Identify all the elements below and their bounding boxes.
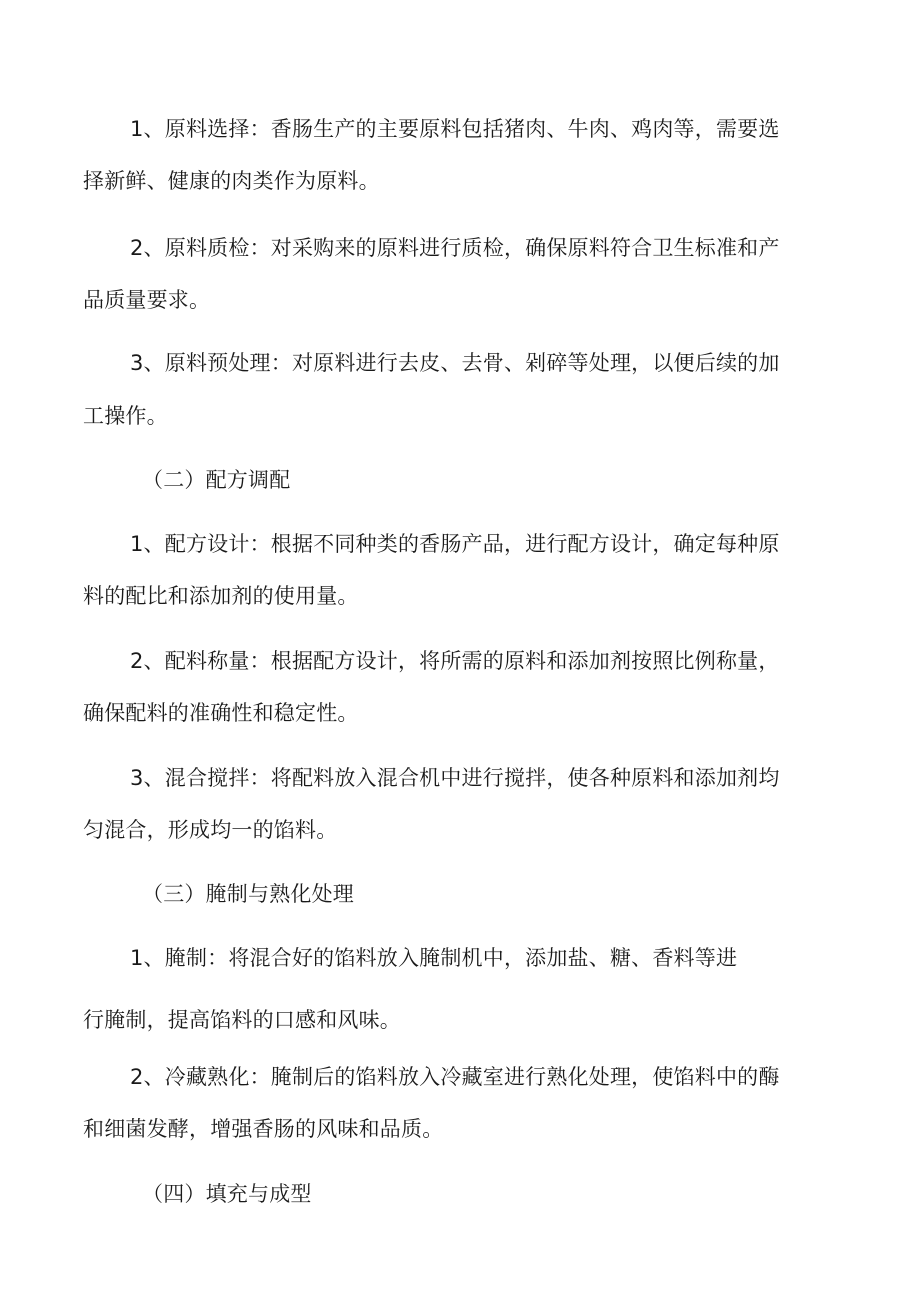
paragraph-6-line-1: 3、混合搅拌：将配料放入混合机中进行搅拌，使各种原料和添加剂均 — [130, 766, 780, 790]
paragraph-6-line-2: 匀混合，形成均一的馅料。 — [83, 818, 338, 842]
paragraph-4-line-1: 1、配方设计：根据不同种类的香肠产品，进行配方设计，确定每种原 — [130, 532, 780, 556]
paragraph-8-line-2: 和细菌发酵，增强香肠的风味和品质。 — [83, 1117, 444, 1141]
section-heading-3: （三）腌制与熟化处理 — [142, 882, 354, 906]
paragraph-2-line-2: 品质量要求。 — [83, 288, 211, 312]
section-heading-2: （二）配方调配 — [142, 468, 291, 492]
section-heading-4: （四）填充与成型 — [142, 1182, 312, 1206]
paragraph-5-line-1: 2、配料称量：根据配方设计，将所需的原料和添加剂按照比例称量， — [130, 649, 780, 673]
paragraph-2-line-1: 2、原料质检：对采购来的原料进行质检，确保原料符合卫生标准和产 — [130, 236, 780, 260]
paragraph-1-line-1: 1、原料选择：香肠生产的主要原料包括猪肉、牛肉、鸡肉等，需要选 — [130, 117, 780, 141]
paragraph-1-line-2: 择新鲜、健康的肉类作为原料。 — [83, 169, 380, 193]
paragraph-8-line-1: 2、冷藏熟化：腌制后的馅料放入冷藏室进行熟化处理，使馅料中的酶 — [130, 1065, 780, 1089]
paragraph-7-line-1: 1、腌制：将混合好的馅料放入腌制机中，添加盐、糖、香料等进 — [130, 946, 738, 970]
paragraph-4-line-2: 料的配比和添加剂的使用量。 — [83, 584, 359, 608]
paragraph-5-line-2: 确保配料的准确性和稳定性。 — [83, 701, 359, 725]
paragraph-3-line-1: 3、原料预处理：对原料进行去皮、去骨、剁碎等处理，以便后续的加 — [130, 351, 780, 375]
paragraph-3-line-2: 工操作。 — [83, 404, 168, 428]
paragraph-7-line-2: 行腌制，提高馅料的口感和风味。 — [83, 1008, 401, 1032]
